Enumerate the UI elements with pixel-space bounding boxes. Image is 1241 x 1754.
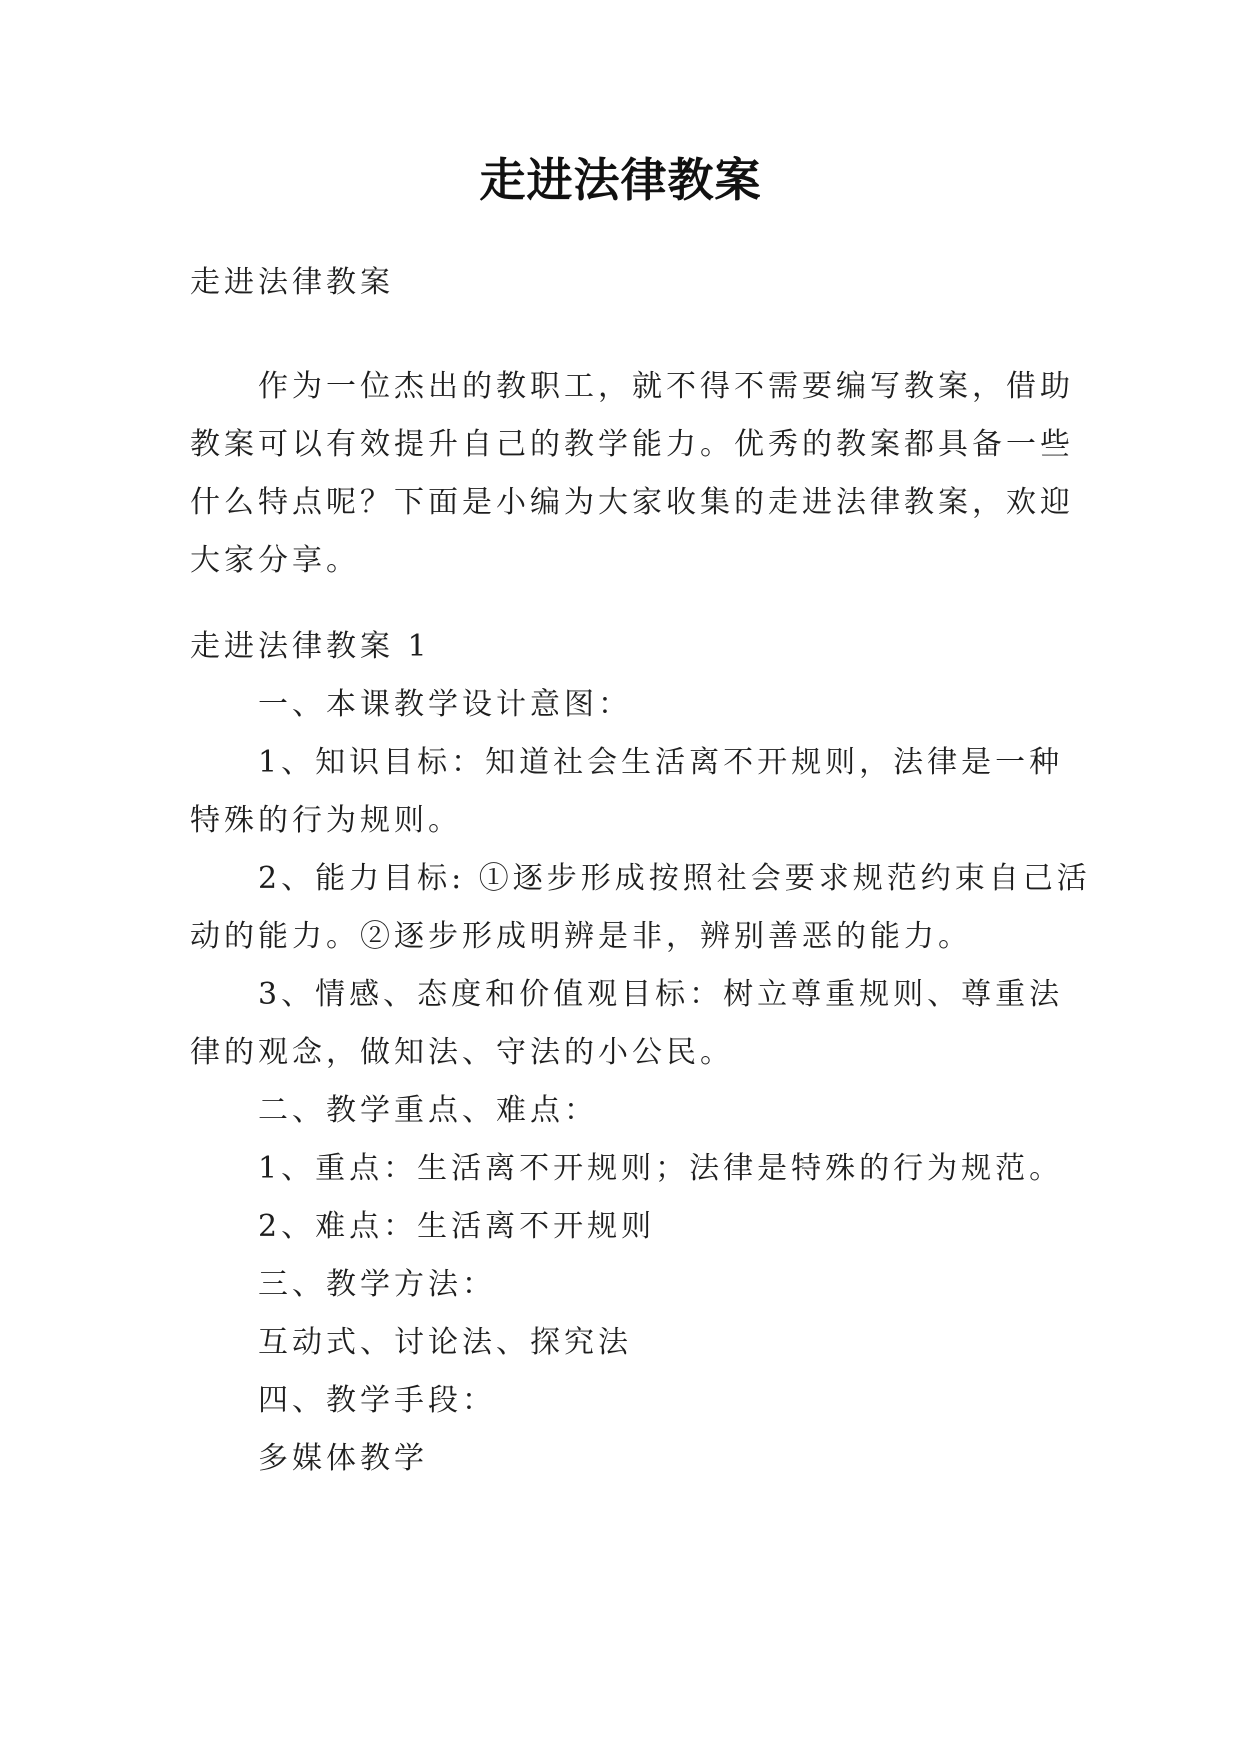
document-title: 走进法律教案 — [479, 153, 762, 207]
key-point: 1、重点：生活离不开规则；法律是特殊的行为规范。 — [258, 1151, 1064, 1186]
emotion-goal-line: 3、情感、态度和价值观目标：树立尊重规则、尊重法 — [258, 977, 1064, 1012]
means-heading: 四、教学手段： — [258, 1383, 496, 1418]
intro-paragraph — [190, 358, 1074, 590]
ability-goal-line: 2、能力目标: ①逐步形成按照社会要求规范约束自己活 — [258, 861, 1091, 896]
intro-line: 什么特点呢？下面是小编为大家收集的走进法律教案，欢迎 — [190, 485, 1074, 520]
key-heading: 二、教学重点、难点： — [258, 1093, 598, 1128]
design-heading: 一、本课教学设计意图： — [258, 687, 632, 722]
means-text: 多媒体教学 — [258, 1441, 428, 1476]
document-subtitle: 走进法律教案 — [190, 265, 394, 300]
intro-line: 教案可以有效提升自己的教学能力。优秀的教案都具备一些 — [190, 427, 1074, 462]
difficult-point: 2、难点：生活离不开规则 — [258, 1209, 656, 1244]
knowledge-goal-line: 1、知识目标：知道社会生活离不开规则，法律是一种 — [258, 745, 1064, 780]
section-heading: 走进法律教案 1 — [190, 629, 431, 664]
intro-line: 作为一位杰出的教职工，就不得不需要编写教案，借助 — [258, 369, 1074, 404]
method-heading: 三、教学方法： — [258, 1267, 496, 1302]
emotion-goal-line: 律的观念，做知法、守法的小公民。 — [190, 1035, 734, 1070]
knowledge-goal-line: 特殊的行为规则。 — [190, 803, 462, 838]
document-subtitle-block — [190, 254, 1052, 312]
ability-goal-line: 动的能力。②逐步形成明辨是非，辨别善恶的能力。 — [190, 919, 972, 954]
methods-text: 互动式、讨论法、探究法 — [258, 1325, 632, 1360]
intro-line: 大家分享。 — [190, 543, 360, 578]
section-1 — [190, 618, 1091, 1488]
